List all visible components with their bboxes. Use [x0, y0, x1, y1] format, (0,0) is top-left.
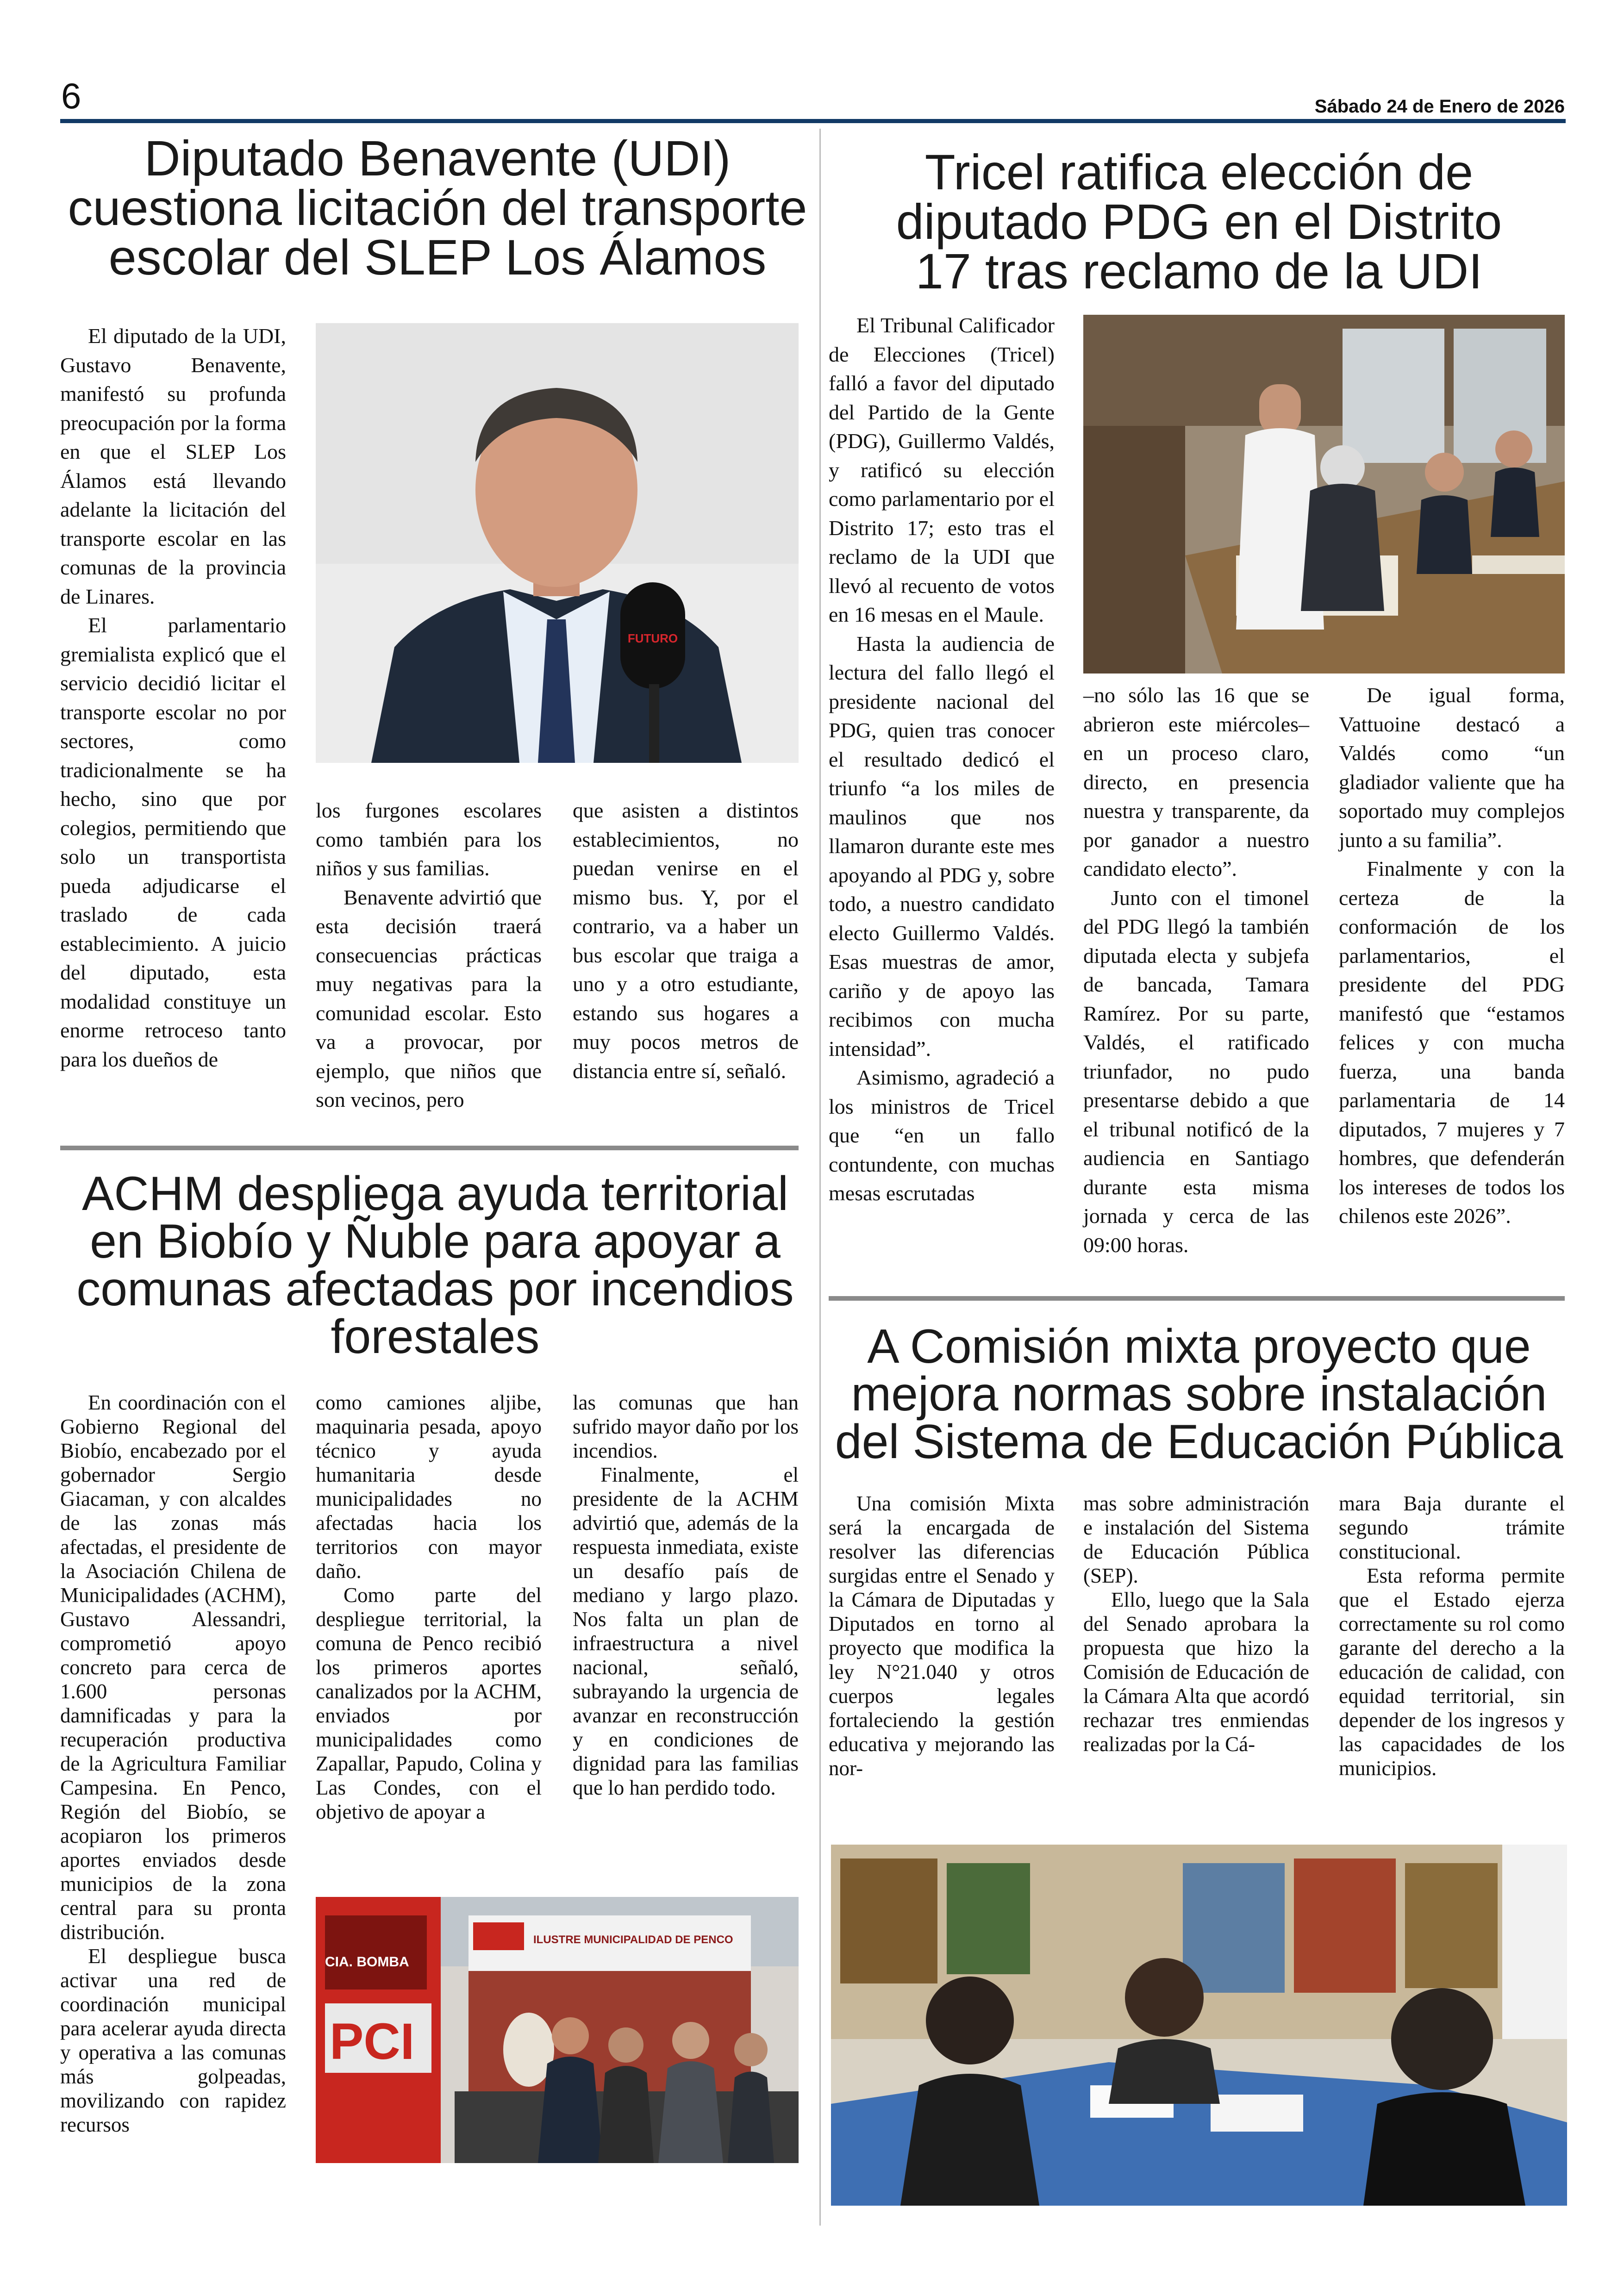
tricel-column-3 [1339, 681, 1565, 1231]
benavente-column-3 [573, 796, 799, 1129]
paragraph: las comunas que han sufrido mayor daño por los incendios. [573, 1391, 799, 1462]
paragraph: Hasta la audiencia de lectura del fallo llegó el presidente nacional del PDG, quien tras conocer el resultado dedicó el triunfo “a los miles de maulinos que nos llamaron durante este mes apoyando al PDG y, sobre todo, a nuestro candidato electo Guillermo Valdés. Esas muestras de amor, cariño y de apoyo las recibimos con mucha intensidad”. [829, 631, 1055, 1060]
paragraph: Finalmente y con la certeza de la conformación de los parlamentarios, el presidente del PDG manifestó que “estamos felices y con mucha fuerza, una banda parlamentaria de 14 diputados, 7 mujeres y 7 hombres, que defenderán los intereses de todos los chilenos este 2026”. [1339, 857, 1565, 1228]
paragraph: mara Baja durante el segundo trámite constitucional. [1339, 1492, 1565, 1563]
truck-letters: PCI [330, 2013, 415, 2070]
section-rule [60, 1146, 799, 1150]
paragraph: los furgones escolares como también para los niños y sus familias. [316, 798, 542, 880]
headline-comision: A Comisión mixta proyecto que mejora normas sobre instalación del Sistema de Educación Pública [835, 1320, 1563, 1469]
comision-column-3 [1339, 1491, 1565, 1780]
paragraph: que asisten a distintos establecimientos, no puedan venirse en el mismo bus. Y, por el contrario, va a haber un bus escolar que traiga a uno y a otro estudiante, estando sus hogares a muy pocos metros de distancia entre sí, señaló. [573, 798, 799, 1083]
paragraph: El despliegue busca activar una red de coordinación municipal para acelerar ayuda directa y operativa a las comunas más golpeadas, movilizando con rapidez recursos [60, 1945, 286, 2136]
tricel-photo [1083, 315, 1565, 674]
paragraph: –no sólo las 16 que se abrieron este miércoles– en un proceso claro, directo, en presencia nuestra y transparente, da por ganador a nuestro candidato electo”. [1083, 683, 1309, 880]
tricel-column-2 [1083, 681, 1309, 1260]
benavente-column-1 [60, 322, 286, 1127]
page-number: 6 [61, 75, 81, 116]
paragraph: como camiones aljibe, maquinaria pesada, apoyo técnico y ayuda humanitaria desde municipalidades no afectadas hacia los territorios con mayor daño. [316, 1391, 542, 1583]
paragraph: Esta reforma permite que el Estado ejerza correctamente su rol como garante del derecho a la educación de calidad, con equidad territorial, sin depender de los ingresos y las capacidades de los municipios. [1339, 1564, 1565, 1780]
paragraph: El diputado de la UDI, Gustavo Benavente, manifestó su profunda preocupación por la forma en que el SLEP Los Álamos está llevando adelante la licitación del transporte escolar en las comunas de la provincia de Linares. [60, 324, 286, 608]
paragraph: Junto con el timonel del PDG llegó la también diputada electa y subjefa de bancada, Tamara Ramírez. Por su parte, Valdés, el ratificado triunfador, no pudo presentarse debido a que el tribunal notificó de la audiencia en Santiago durante esta misma jornada y cerca de las 09:00 horas. [1083, 886, 1309, 1257]
paragraph: Finalmente, el presidente de la ACHM advirtió que, además de la respuesta inmediata, existe un desafío país de mediano y largo plazo. Nos falta un plan de infraestructura a nivel nacional, señaló, subrayando la urgencia de avanzar en reconstrucción y en condiciones de dignidad para las familias que lo han perdido todo. [573, 1463, 799, 1799]
achm-column-2 [316, 1391, 542, 1824]
headline-tricel: Tricel ratifica elección de diputado PDG en el Distrito 17 tras reclamo de la UDI [896, 144, 1502, 299]
comision-column-1 [829, 1491, 1055, 1780]
comision-photo [831, 1845, 1567, 2206]
mic-label: FUTURO [627, 631, 678, 645]
truck-text: CIA. BOMBA [325, 1954, 409, 1970]
paragraph: Como parte del despliegue territorial, la comuna de Penco recibió los primeros aportes canalizados por la ACHM, enviados por municipalidades como Zapallar, Papudo, Colina y Las Condes, con el objetivo de apoyar a [316, 1584, 542, 1823]
municipal-sign: ILUSTRE MUNICIPALIDAD DE PENCO [533, 1933, 733, 1946]
headline-achm: ACHM despliega ayuda territorial en Biobío y Ñuble para apoyar a comunas afectadas por incendios forestales [76, 1167, 794, 1364]
achm-photo [316, 1897, 799, 2163]
paragraph: Asimismo, agradeció a los ministros de Tricel que “en un fallo contundente, con muchas mesas escrutadas [829, 1066, 1055, 1205]
achm-column-3 [573, 1391, 799, 1800]
section-rule [829, 1296, 1565, 1301]
paragraph: mas sobre administración e instalación del Sistema de Educación Pública (SEP). [1083, 1492, 1309, 1587]
paragraph: El parlamentario gremialista explicó que el servicio decidió licitar el transporte escolar no por sectores, como tradicionalmente se ha hecho, sino que por colegios, permitiendo que solo un transportista pueda adjudicarse el traslado de cada establecimiento. A juicio del diputado, esta modalidad constituye un enorme retroceso tanto para los dueños de [60, 613, 286, 1071]
paragraph: En coordinación con el Gobierno Regional del Biobío, encabezado por el gobernador Sergio Giacaman, y con alcaldes de las zonas más afectadas, el presidente de la Asociación Chilena de Municipalidades (ACHM), Gustavo Alessandri, comprometió apoyo concreto para cerca de 1.600 personas damnificadas y para la recuperación productiva de la Agricultura Familiar Campesina. En Penco, Región del Biobío, se acopiaron los primeros aportes enviados desde municipios de la zona central para su pronta distribución. [60, 1391, 286, 1944]
benavente-column-2 [316, 796, 542, 1129]
tricel-column-1 [829, 311, 1055, 1208]
comision-column-2 [1083, 1491, 1309, 1756]
benavente-photo [316, 323, 799, 763]
header-rule [60, 119, 1566, 123]
issue-date: Sábado 24 de Enero de 2026 [1314, 96, 1565, 117]
paragraph: De igual forma, Vattuoine destacó a Valdés como “un gladiador valiente que ha soportado muy complejos junto a su familia”. [1339, 683, 1565, 852]
paragraph: El Tribunal Calificador de Elecciones (Tricel) falló a favor del diputado del Partido de la Gente (PDG), Guillermo Valdés, y ratificó su elección como parlamentario por el Distrito 17; esto tras el reclamo de la UDI que llevó al recuento de votos en 16 mesas en el Maule. [829, 313, 1055, 626]
achm-column-1 [60, 1391, 286, 2137]
headline-benavente: Diputado Benavente (UDI) cuestiona licitación del transporte escolar del SLEP Los Álamos [68, 130, 807, 285]
column-divider [819, 129, 821, 2226]
paragraph: Ello, luego que la Sala del Senado aprobara la propuesta que hizo la Comisión de Educación de la Cámara Alta que acordó rechazar tres enmiendas realizadas por la Cá- [1083, 1588, 1309, 1756]
paragraph: Una comisión Mixta será la encargada de resolver las diferencias surgidas entre el Senado y la Cámara de Diputadas y Diputados en torno al proyecto que modifica la ley N°21.040 y otros cuerpos legales fortaleciendo la gestión educativa y mejorando las nor- [829, 1492, 1055, 1780]
paragraph: Benavente advirtió que esta decisión traerá consecuencias prácticas muy negativas para la comunidad escolar. Esto va a provocar, por ejemplo, que niños que son vecinos, pero [316, 885, 542, 1111]
